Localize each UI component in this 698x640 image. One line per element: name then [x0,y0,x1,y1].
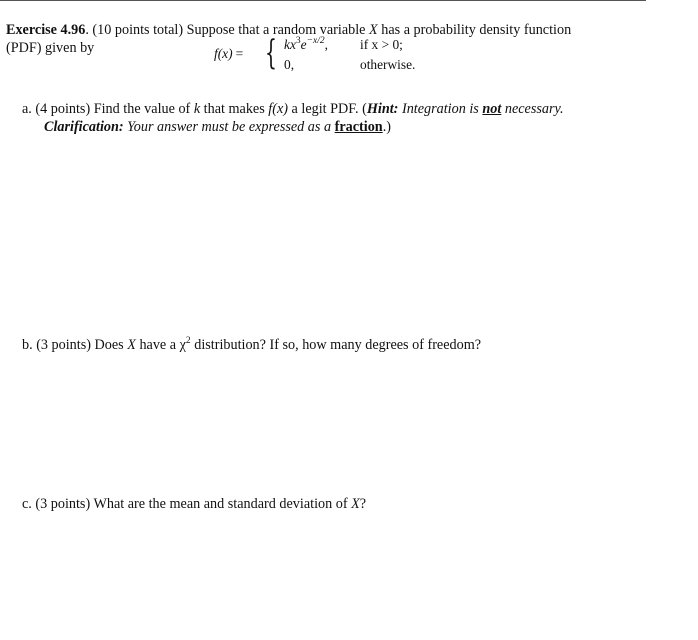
intro-var-x: X [369,22,378,38]
part-b-text-3: distribution? If so, how many degrees of freedom? [190,337,482,353]
case-1-e: e [300,37,307,52]
part-b-text-1: (3 points) Does [36,337,128,353]
case-1-condition: if x > 0; [360,37,403,52]
part-b-var-x: X [127,337,136,353]
hint-not: not [482,101,502,117]
case-1-exp-2: −x/2 [306,36,325,46]
hint-text-2: necessary. [501,101,564,117]
part-a-text-2: that makes [200,101,269,117]
part-b [22,336,652,354]
part-b-text-2: have a χ [135,337,186,353]
exercise-intro [6,21,652,57]
case-2-condition: otherwise. [360,57,416,72]
case-1-comma: , [324,37,328,52]
equation-lhs [214,46,243,62]
clarification-end: .) [382,119,391,135]
case-1-exp-1: 3 [295,36,301,46]
clarification-line [22,118,652,136]
equation-equals: = [235,46,244,61]
case-2-expression: 0, [284,57,295,72]
intro-text: . (10 points total) Suppose that a random variable [85,22,370,38]
part-a-text-3: a legit PDF. ( [288,101,367,117]
part-c-var-x: X [351,496,360,512]
part-b-label: b. [22,337,33,353]
equation-lhs-fx: f(x) [214,46,233,61]
hint-label: Hint: [366,101,399,117]
case-1-expression [284,37,328,53]
case-1-base: kx [284,37,296,52]
part-a-fx: f(x) [268,101,288,117]
hint-text-1: Integration is [398,101,483,117]
part-a-text-1: (4 points) Find the value of [35,101,194,117]
clarification-label: Clarification: [44,119,124,135]
clarification-fraction: fraction [334,119,383,135]
part-c-text-2: ? [359,496,367,512]
piecewise-brace: { [265,33,277,73]
part-a-var-k: k [193,101,201,117]
exercise-label: Exercise 4.96 [6,22,86,38]
part-a [22,100,652,136]
part-a-label: a. [22,101,32,117]
part-c-text-1: (3 points) What are the mean and standard deviation of [35,496,352,512]
top-rule [0,0,646,1]
intro-tail: has a probability density function [377,22,572,38]
clarification-text: Your answer must be expressed as a [123,119,335,135]
intro-line2: (PDF) given by [6,40,95,56]
part-c-label: c. [22,496,32,512]
part-b-exp: 2 [185,336,191,346]
part-c [22,495,652,513]
